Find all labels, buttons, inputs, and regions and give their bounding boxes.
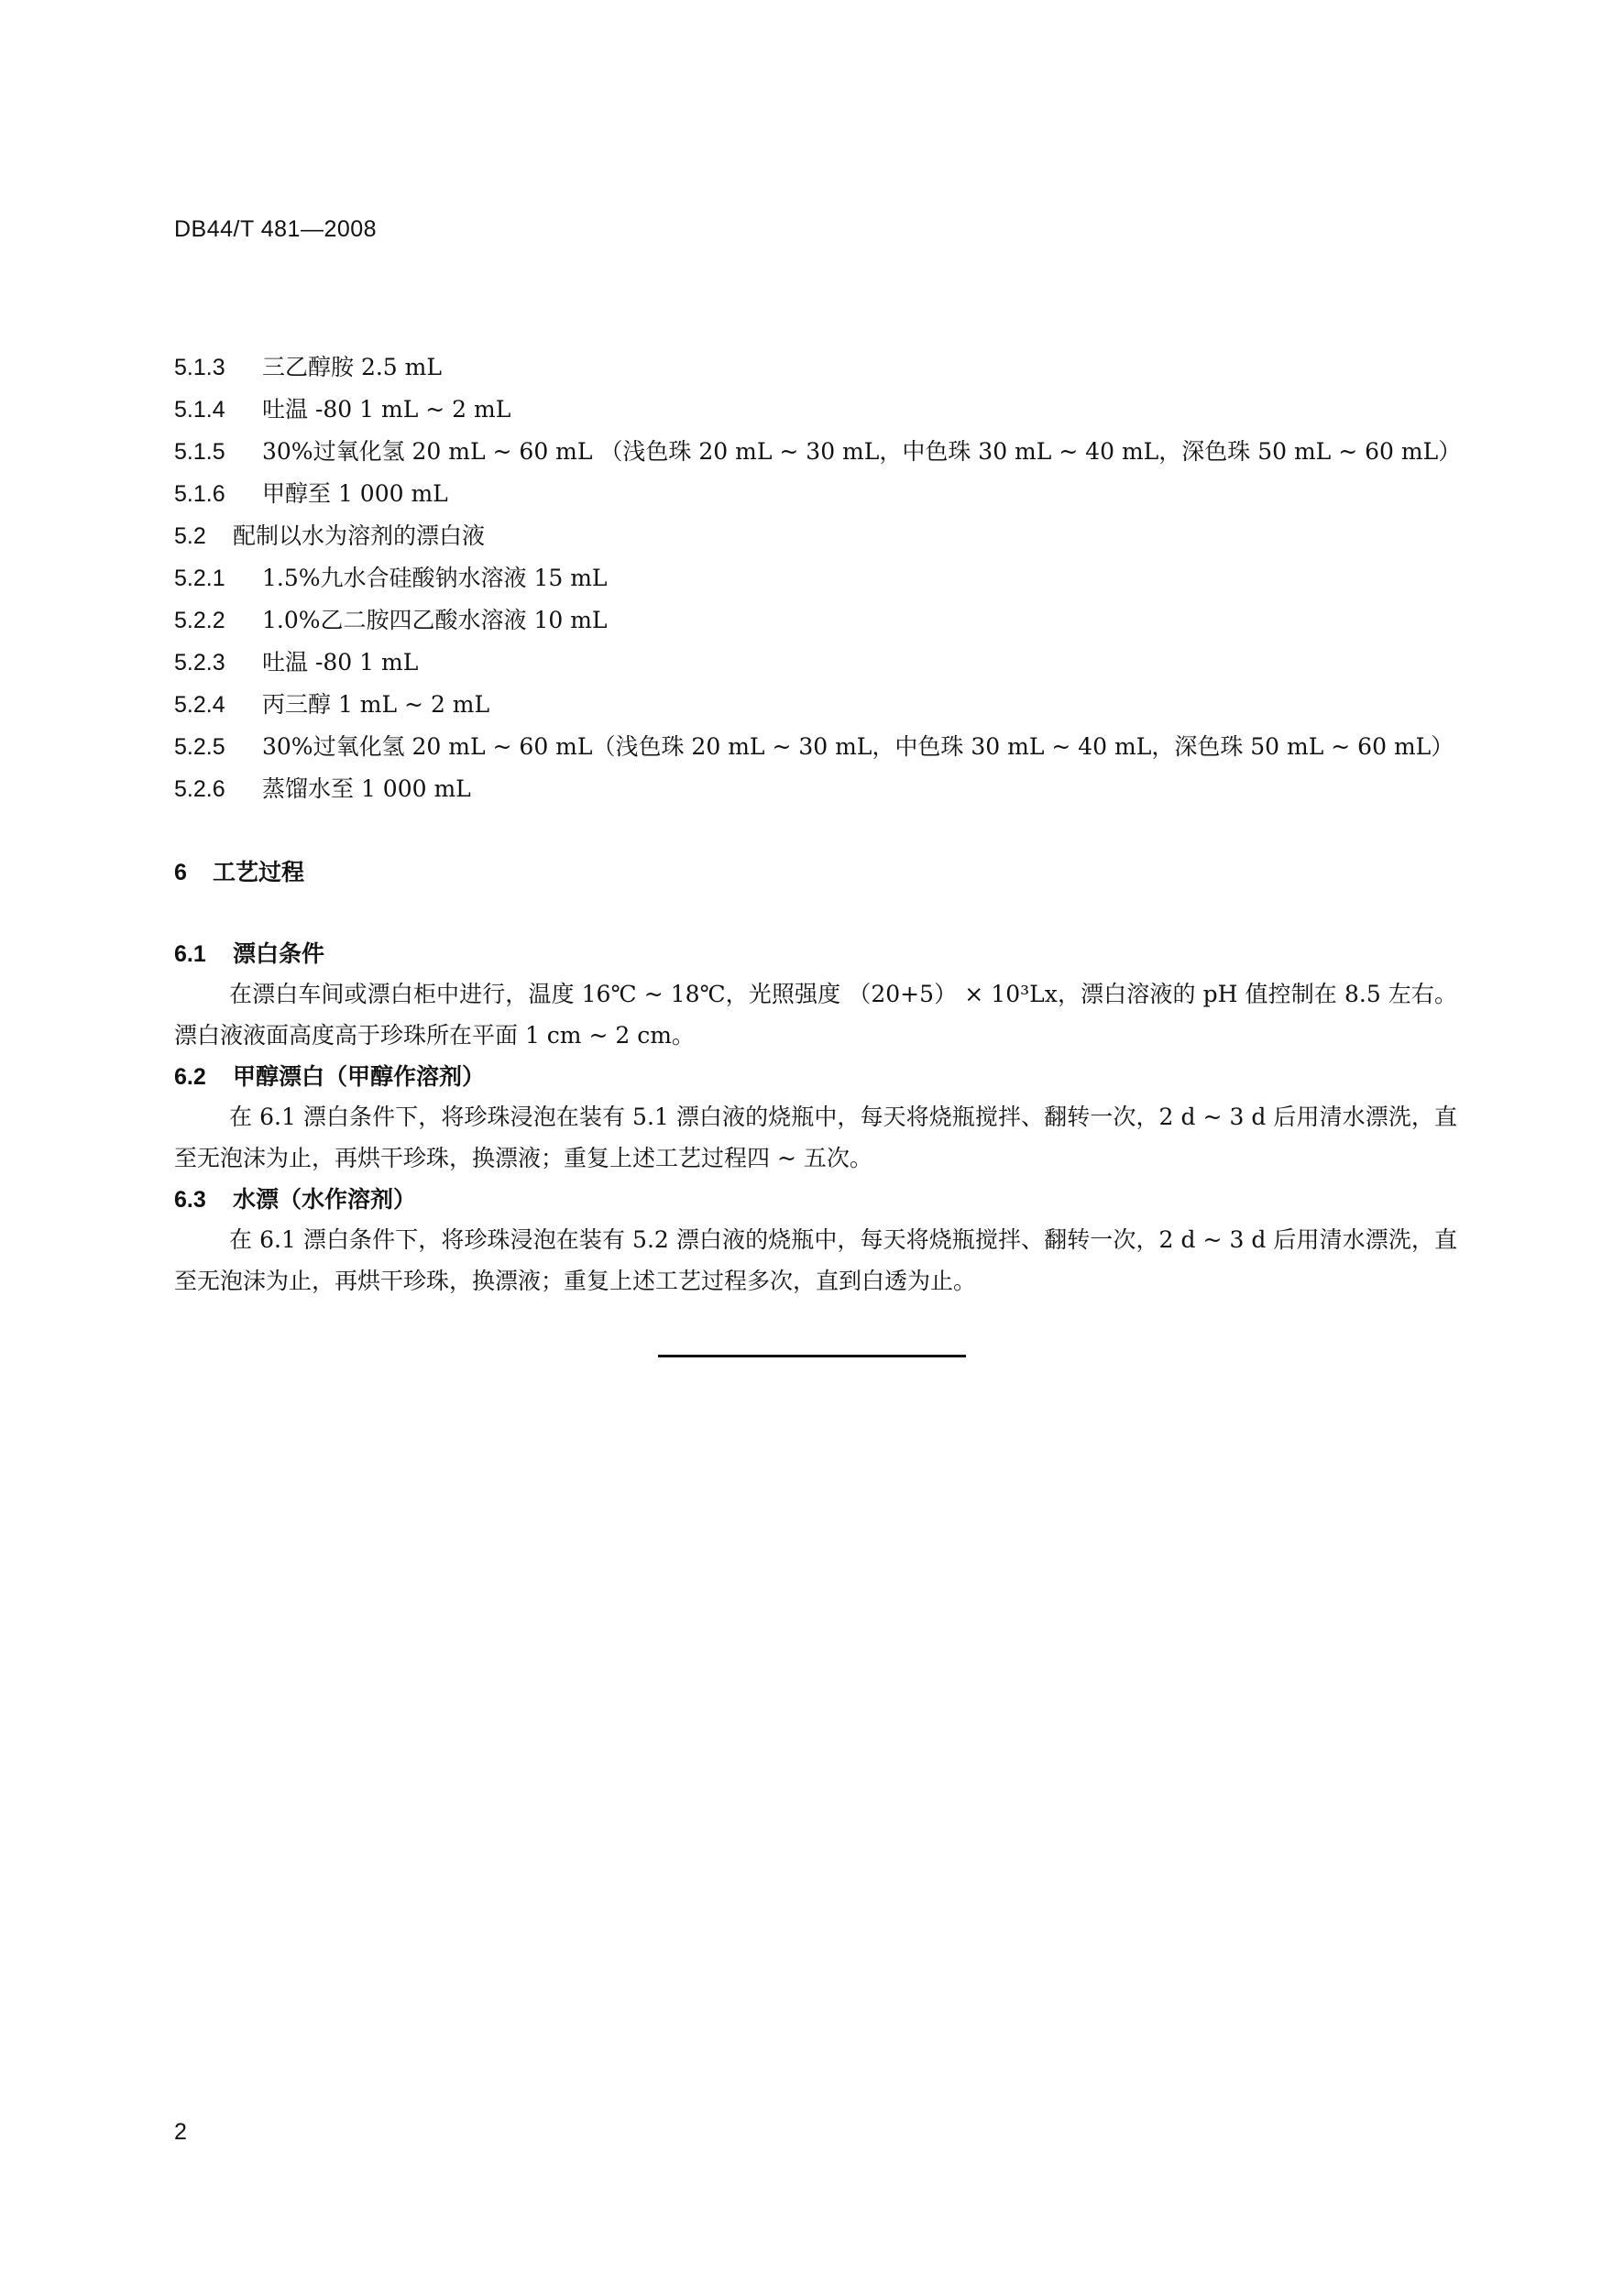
section-title: 漂白条件 [233,940,325,967]
item-text: 1.0%乙二胺四乙酸水溶液 10 mL [262,607,608,633]
list-item [174,774,471,805]
chapter-title: 工艺过程 [213,859,305,885]
item-number: 5.2.1 [174,566,225,591]
section-heading-5-2 [174,521,485,552]
item-number: 5.2.6 [174,776,225,802]
section-heading-6-2 [174,1061,485,1093]
paragraph-6-1: 在漂白车间或漂白柜中进行，温度 16℃ ~ 18℃，光照强度 （20+5） × 10³Lx，漂白溶液的 pH 值控制在 8.5 左右。漂白液液面高度高于珍珠所在平面 1 cm ~ 2 cm。 [174,981,1457,1049]
item-text: 蒸馏水至 1 000 mL [262,775,471,802]
page-number: 2 [174,2119,187,2145]
section-number: 6.3 [174,1187,206,1213]
item-number: 5.2.3 [174,650,225,676]
item-text: 吐温 -80 1 mL ~ 2 mL [262,396,511,423]
section-heading-6-3 [174,1184,416,1215]
list-item [174,436,1461,467]
item-number: 5.2.2 [174,608,225,633]
section-number: 6.2 [174,1064,206,1090]
list-item [174,394,510,425]
list-item [174,605,608,636]
item-number: 5.1.4 [174,397,225,423]
document-code: DB44/T 481—2008 [174,216,378,242]
item-number: 5.1.6 [174,481,225,507]
chapter-heading-6 [174,857,304,888]
item-number: 5.2.5 [174,734,225,760]
item-text: 30%过氧化氢 20 mL ~ 60 mL （浅色珠 20 mL ~ 30 mL，中色珠 30 mL ~ 40 mL，深色珠 50 mL ~ 60 mL） [262,438,1462,465]
section-title: 水漂（水作溶剂） [233,1186,417,1213]
item-number: 5.2.4 [174,692,225,718]
list-item [174,689,489,720]
item-number: 5.1.5 [174,439,225,465]
item-number: 5.1.3 [174,355,225,380]
list-item [174,563,608,594]
section-title: 甲醇漂白（甲醇作溶剂） [233,1063,486,1090]
item-text: 甲醇至 1 000 mL [262,480,448,507]
list-item [174,647,418,678]
item-text: 丙三醇 1 mL ~ 2 mL [262,691,490,718]
list-item [174,731,1454,763]
end-of-document-rule [658,1355,966,1357]
section-number: 6.1 [174,941,206,967]
list-item [174,352,442,383]
section-number: 5.2 [174,523,206,549]
item-text: 三乙醇胺 2.5 mL [262,354,442,380]
item-text: 30%过氧化氢 20 mL ~ 60 mL（浅色珠 20 mL ~ 30 mL，中色珠 30 mL ~ 40 mL，深色珠 50 mL ~ 60 mL） [262,733,1454,760]
paragraph-6-2: 在 6.1 漂白条件下，将珍珠浸泡在装有 5.1 漂白液的烧瓶中，每天将烧瓶搅拌、翻转一次，2 d ~ 3 d 后用清水漂洗，直至无泡沫为止，再烘干珍珠，换漂液；重复上述工艺过程四 ~ 五次。 [174,1104,1457,1171]
list-item [174,478,448,510]
paragraph-6-3: 在 6.1 漂白条件下，将珍珠浸泡在装有 5.2 漂白液的烧瓶中，每天将烧瓶搅拌、翻转一次，2 d ~ 3 d 后用清水漂洗，直至无泡沫为止，再烘干珍珠，换漂液；重复上述工艺过程多次，直到白透为止。 [174,1226,1457,1294]
item-text: 1.5%九水合硅酸钠水溶液 15 mL [262,565,608,591]
section-heading-6-1 [174,939,324,970]
item-text: 吐温 -80 1 mL [262,649,419,676]
chapter-number: 6 [174,860,187,885]
section-title: 配制以水为溶剂的漂白液 [233,522,486,549]
